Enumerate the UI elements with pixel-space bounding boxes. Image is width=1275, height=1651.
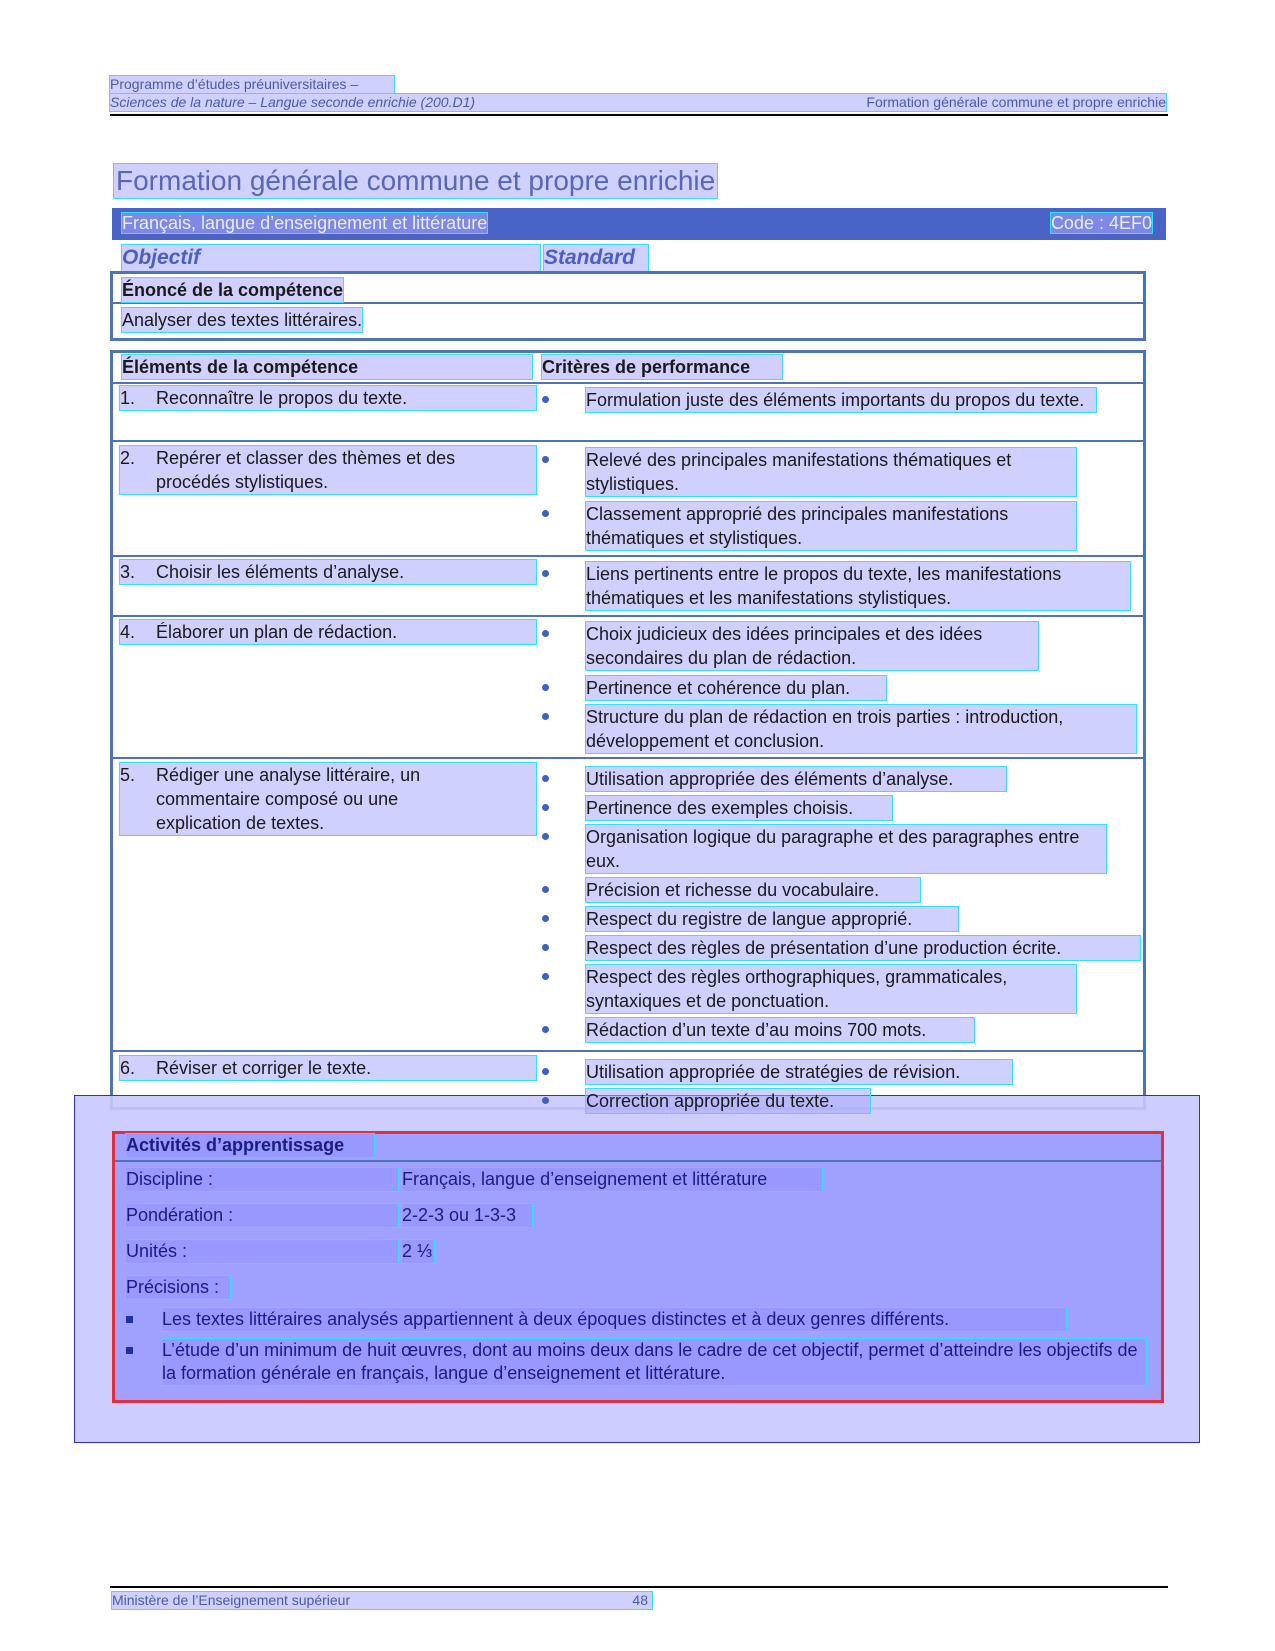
bullet-icon: [542, 1097, 549, 1104]
objectif-label: Objectif: [122, 245, 540, 271]
standard-label: Standard: [544, 245, 648, 271]
bullet-icon: [542, 1068, 549, 1075]
learning-heading: Activités d’apprentissage: [126, 1134, 374, 1157]
row-divider: [112, 757, 1144, 759]
bullet-icon: [542, 775, 549, 782]
page-number: 48: [632, 1592, 648, 1608]
competence-divider: [112, 302, 1144, 304]
row-divider: [112, 555, 1144, 557]
element-row-1: [120, 386, 536, 410]
bullet-icon: [542, 886, 549, 893]
footer: [112, 1592, 652, 1609]
header-program: Programme d’études préuniversitaires –: [110, 76, 394, 93]
precisions-label: Précisions :: [126, 1276, 230, 1299]
bullet-icon: [542, 973, 549, 980]
element-text: Rédiger une analyse littéraire, un commentaire composé ou une explication de textes.: [156, 765, 421, 833]
bullet-icon: [542, 630, 549, 637]
criterion: Respect du registre de langue approprié.: [586, 907, 958, 931]
bullet-icon: [542, 510, 549, 517]
element-number: 4.: [120, 622, 136, 642]
discipline-label: Discipline :: [126, 1168, 398, 1191]
unites-value: 2 ⅓: [402, 1241, 433, 1261]
course-subject: Français, langue d’enseignement et littérature: [122, 213, 488, 233]
course-code-bar: [112, 208, 1166, 240]
precision-item: L’étude d’un minimum de huit œuvres, dont au moins deux dans le cadre de cet objectif, permet d’atteindre les objectifs de la formation générale en français, langue d’enseignement et littérature.: [162, 1339, 1146, 1385]
element-text: Reconnaître le propos du texte.: [156, 388, 408, 408]
learning-divider: [115, 1160, 1161, 1162]
header-line: [110, 94, 1166, 111]
bullet-icon: [542, 456, 549, 463]
competence-heading: Énoncé de la compétence: [122, 280, 344, 300]
element-row-3: [120, 560, 536, 584]
bullet-icon: [542, 396, 549, 403]
element-number: 1.: [120, 388, 136, 408]
bullet-icon: [542, 833, 549, 840]
bullet-icon: [542, 804, 549, 811]
col-elements-header: Éléments de la compétence: [122, 355, 532, 379]
criterion: Classement approprié des principales manifestations thématiques et stylistiques.: [586, 502, 1076, 550]
element-number: 6.: [120, 1058, 136, 1078]
competence-statement: Analyser des textes littéraires.: [122, 310, 363, 330]
header-program-name: Sciences de la nature – Langue seconde enrichie (200.D1): [110, 94, 476, 110]
criterion: Choix judicieux des idées principales et des idées secondaires du plan de rédaction.: [586, 622, 1038, 670]
criterion: Relevé des principales manifestations thématiques et stylistiques.: [586, 448, 1076, 496]
element-text: Élaborer un plan de rédaction.: [156, 622, 398, 642]
page-title: Formation générale commune et propre enrichie: [116, 165, 716, 196]
criterion: Correction appropriée du texte.: [586, 1089, 870, 1113]
bullet-icon: [542, 570, 549, 577]
bullet-icon: [126, 1316, 133, 1323]
precision-item: Les textes littéraires analysés appartiennent à deux époques distinctes et à deux genres différents.: [162, 1308, 1066, 1331]
unites-label: Unités :: [126, 1240, 398, 1263]
footer-rule: [110, 1586, 1168, 1588]
footer-ministry: Ministère de l’Enseignement supérieur: [112, 1592, 351, 1608]
element-row-2: [120, 446, 536, 494]
criterion: Structure du plan de rédaction en trois parties : introduction, développement et conclusion.: [586, 705, 1136, 753]
criterion: Respect des règles de présentation d’une production écrite.: [586, 936, 1140, 960]
discipline-value: Français, langue d’enseignement et littérature: [402, 1168, 822, 1191]
criterion: Utilisation appropriée de stratégies de révision.: [586, 1060, 1012, 1084]
ponderation-label: Pondération :: [126, 1204, 398, 1227]
bullet-icon: [126, 1347, 133, 1354]
row-divider: [112, 1050, 1144, 1052]
bullet-icon: [542, 713, 549, 720]
criterion: Pertinence et cohérence du plan.: [586, 676, 886, 700]
element-number: 5.: [120, 765, 136, 785]
header-section: Formation générale commune et propre enrichie: [866, 94, 1166, 110]
criterion: Précision et richesse du vocabulaire.: [586, 878, 920, 902]
criterion: Respect des règles orthographiques, grammaticales, syntaxiques et de ponctuation.: [586, 965, 1076, 1013]
bullet-icon: [542, 915, 549, 922]
ponderation-value: 2-2-3 ou 1-3-3: [402, 1204, 532, 1227]
criterion: Formulation juste des éléments importants du propos du texte.: [586, 388, 1096, 412]
element-text: Réviser et corriger le texte.: [156, 1058, 372, 1078]
element-number: 3.: [120, 562, 136, 582]
element-row-4: [120, 620, 536, 644]
col-criteria-header: Critères de performance: [542, 355, 782, 379]
criterion: Rédaction d’un texte d’au moins 700 mots.: [586, 1018, 974, 1042]
criterion: Organisation logique du paragraphe et des paragraphes entre eux.: [586, 825, 1106, 873]
header-rule: [110, 114, 1168, 116]
bullet-icon: [542, 944, 549, 951]
row-divider: [112, 615, 1144, 617]
bullet-icon: [542, 684, 549, 691]
criterion: Liens pertinents entre le propos du texte, les manifestations thématiques et les manifestations stylistiques.: [586, 562, 1130, 610]
element-row-5: [120, 763, 536, 835]
row-divider: [112, 440, 1144, 442]
element-text: Choisir les éléments d’analyse.: [156, 562, 405, 582]
element-text: Repérer et classer des thèmes et des procédés stylistiques.: [156, 448, 456, 492]
element-row-6: [120, 1056, 536, 1080]
course-code: Code : 4EF0: [1050, 213, 1152, 233]
criterion: Utilisation appropriée des éléments d’analyse.: [586, 767, 1006, 791]
criterion: Pertinence des exemples choisis.: [586, 796, 892, 820]
row-divider: [112, 382, 1144, 384]
element-number: 2.: [120, 448, 136, 468]
bullet-icon: [542, 1026, 549, 1033]
